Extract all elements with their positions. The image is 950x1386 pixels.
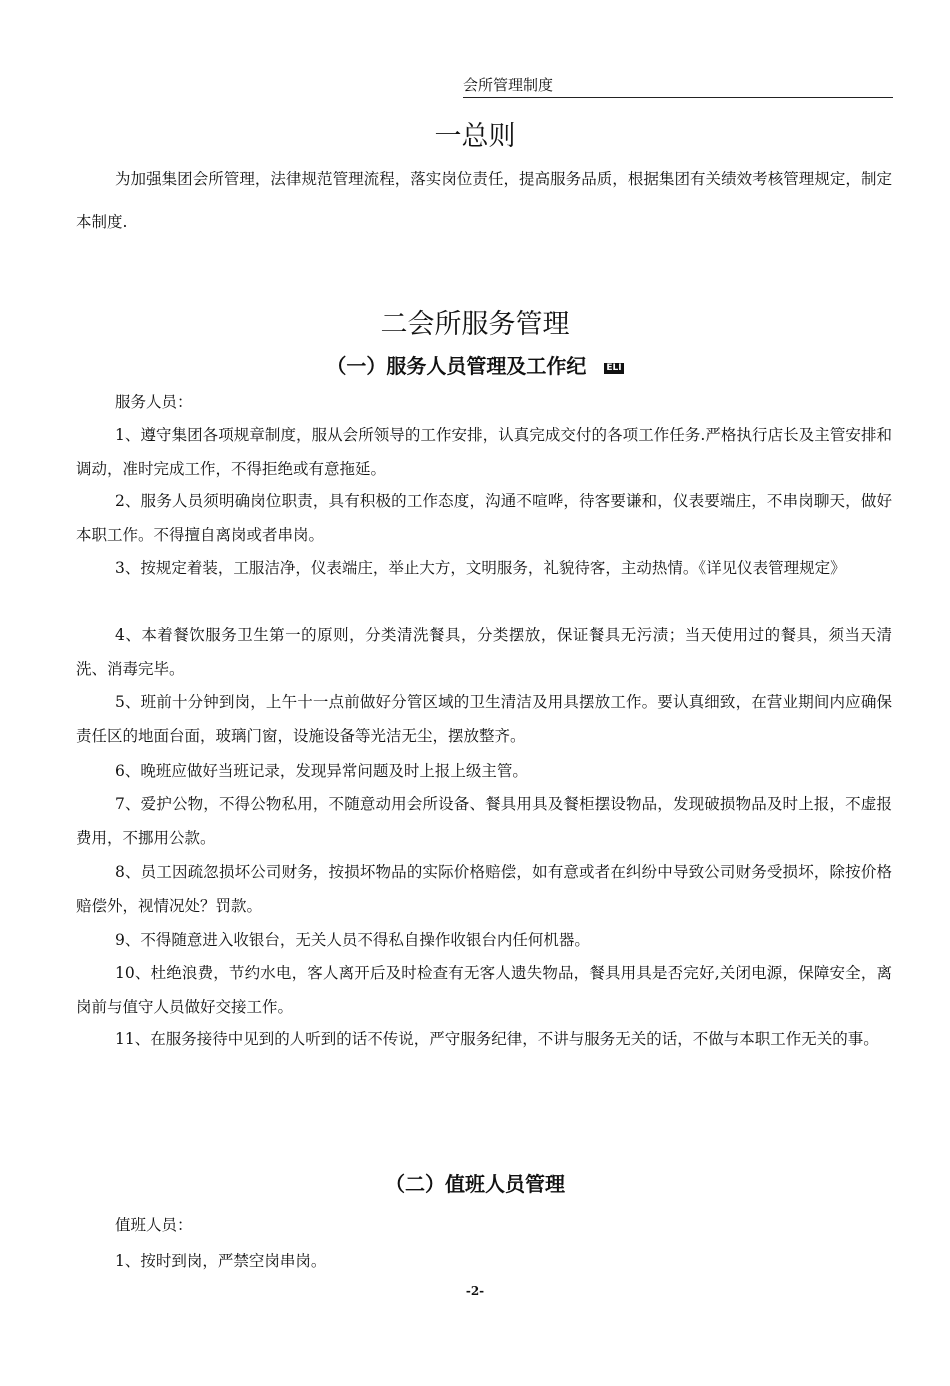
section-2-lead: 值班人员： <box>115 1216 193 1234</box>
section-1-item-4: 4、本着餐饮服务卫生第一的原则，分类清洗餐具，分类摆放，保证餐具无污渍；当天使用过的餐具，须当天清洗、消毒完毕。 <box>76 626 892 678</box>
section-1-item-3: 3、按规定着装，工服洁净，仪表端庄，举止大方，文明服务，礼貌待客，主动热情。《详见仪表管理规定》 <box>115 559 846 577</box>
section-1-item-9: 9、不得随意进入收银台，无关人员不得私自操作收银台内任何机器。 <box>115 931 590 949</box>
chapter-1-title: 一总则 <box>434 121 516 152</box>
section-1-badge: ELI <box>606 363 622 373</box>
section-1-lead: 服务人员： <box>115 393 193 411</box>
chapter-2-title: 二会所服务管理 <box>380 309 570 340</box>
section-1-item-10: 10、杜绝浪费，节约水电，客人离开后及时检查有无客人遗失物品，餐具用具是否完好,关闭电源，保障安全，离岗前与值守人员做好交接工作。 <box>76 964 892 1016</box>
section-1-item-5: 5、班前十分钟到岗，上午十一点前做好分管区域的卫生清洁及用具摆放工作。要认真细致，在营业期间内应确保责任区的地面台面，玻璃门窗，设施设备等光洁无尘，摆放整齐。 <box>76 693 892 745</box>
section-1-item-1: 1、遵守集团各项规章制度，服从会所领导的工作安排，认真完成交付的各项工作任务.严格执行店长及主管安排和调动，准时完成工作，不得拒绝或有意拖延。 <box>76 426 892 478</box>
section-1-heading <box>0 350 950 379</box>
chapter-1-intro: 为加强集团会所管理，法律规范管理流程，落实岗位责任，提高服务品质，根据集团有关绩效考核管理规定，制定本制度. <box>76 170 892 231</box>
section-1-item-6: 6、晚班应做好当班记录，发现异常问题及时上报上级主管。 <box>115 762 528 780</box>
section-2-item-1: 1、按时到岗，严禁空岗串岗。 <box>115 1252 327 1270</box>
running-header: 会所管理制度 <box>463 74 893 98</box>
section-2-title: （二）值班人员管理 <box>385 1172 565 1196</box>
section-1-item-8: 8、员工因疏忽损坏公司财务，按损坏物品的实际价格赔偿，如有意或者在纠纷中导致公司财务受损坏，除按价格赔偿外，视情况处？罚款。 <box>76 863 892 915</box>
section-1-item-11: 11、在服务接待中见到的人听到的话不传说，严守服务纪律，不讲与服务无关的话，不做与本职工作无关的事。 <box>115 1030 879 1048</box>
page-number: -2- <box>465 1284 485 1298</box>
section-1-item-7: 7、爱护公物，不得公物私用，不随意动用会所设备、餐具用具及餐柜摆设物品，发现破损物品及时上报，不虚报费用，不挪用公款。 <box>76 795 892 847</box>
section-1-item-2: 2、服务人员须明确岗位职责，具有积极的工作态度，沟通不喧哗，待客要谦和，仪表要端庄，不串岗聊天，做好本职工作。不得擅自离岗或者串岗。 <box>76 492 892 544</box>
section-1-title: （一）服务人员管理及工作纪 <box>326 354 587 378</box>
